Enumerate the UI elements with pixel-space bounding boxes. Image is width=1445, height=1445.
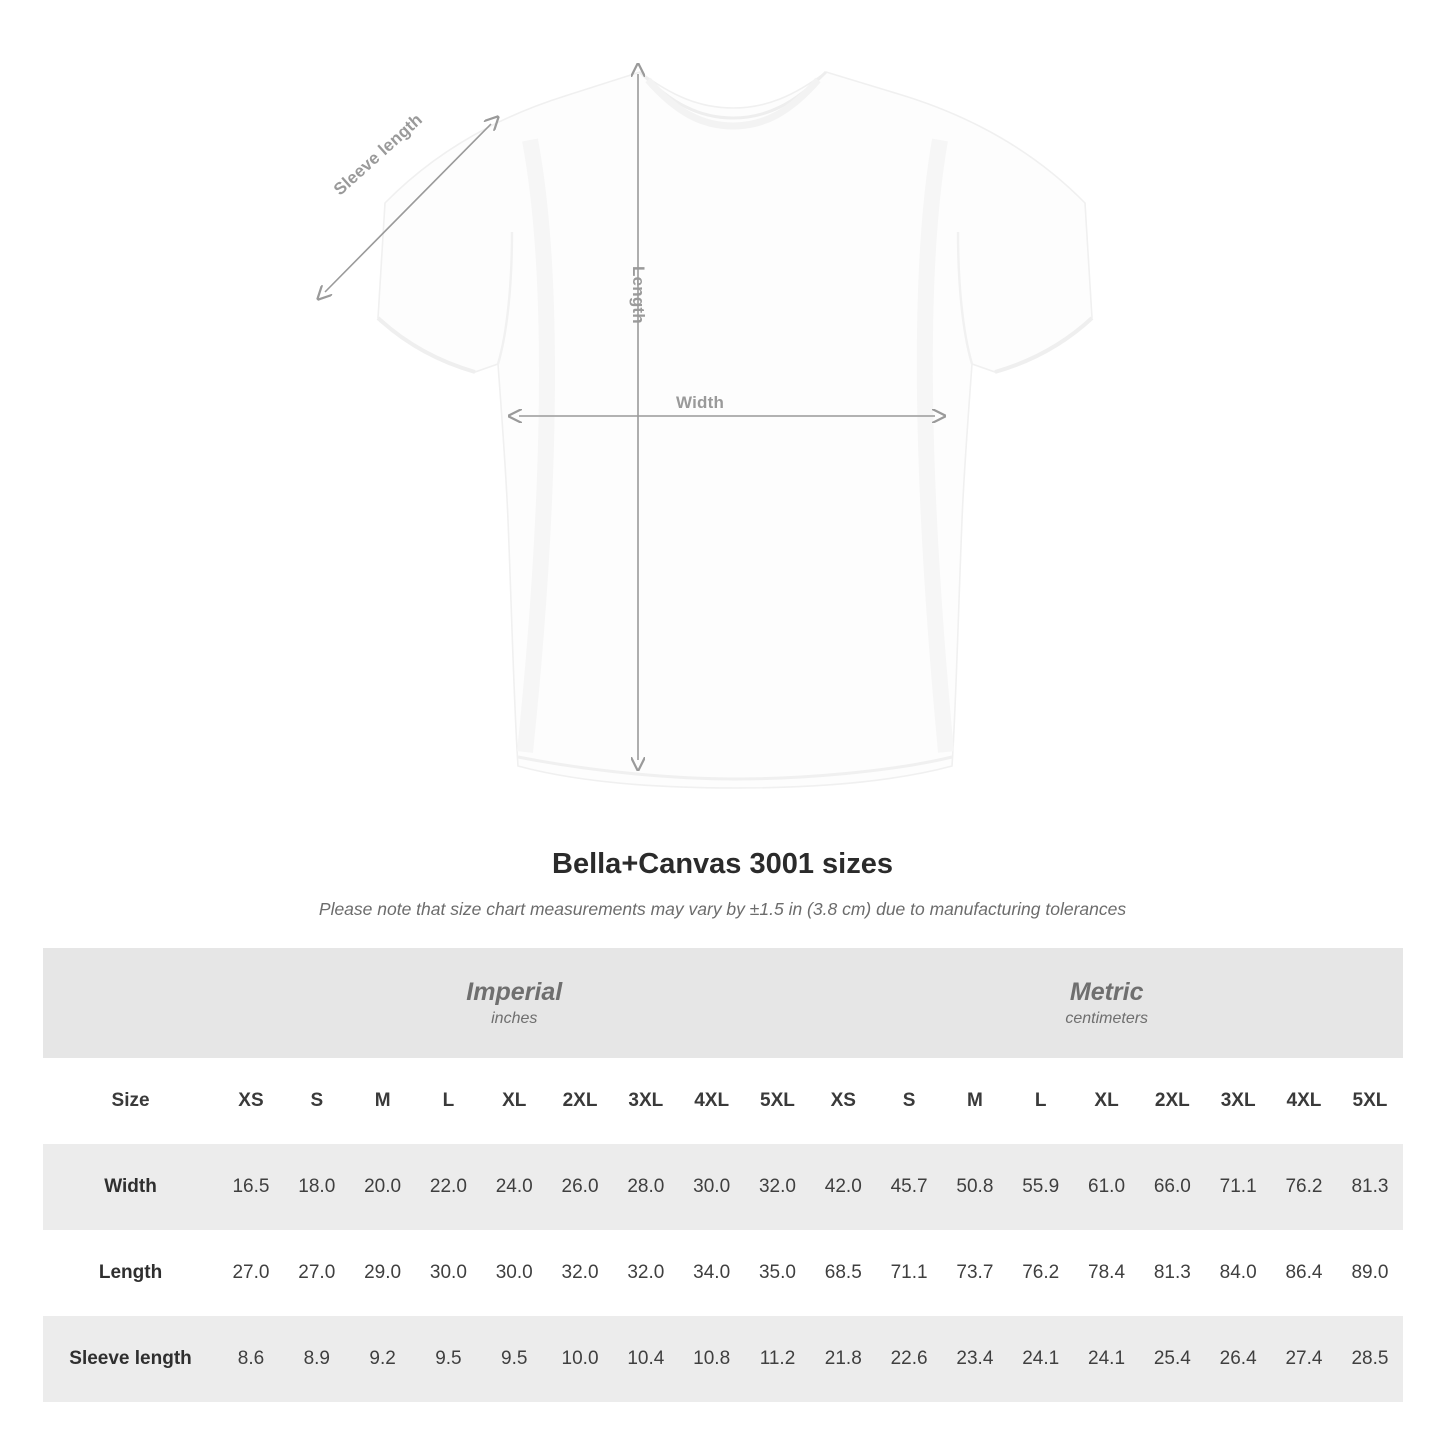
cell-width-metric-xl: 61.0: [1074, 1144, 1140, 1230]
cell-sleeve-metric-5xl: 28.5: [1337, 1316, 1403, 1402]
length-label: Length: [629, 266, 648, 324]
cell-length-imperial-xs: 27.0: [218, 1230, 284, 1316]
cell-length-imperial-4xl: 34.0: [679, 1230, 745, 1316]
cell-width-imperial-l: 22.0: [416, 1144, 482, 1230]
cell-sleeve-imperial-s: 8.9: [284, 1316, 350, 1402]
cell-length-metric-xs: 68.5: [810, 1230, 876, 1316]
row-label-width: Width: [43, 1144, 218, 1230]
cell-width-imperial-xl: 24.0: [481, 1144, 547, 1230]
size-table: [43, 948, 1403, 1402]
column-header-imperial-3xl: 3XL: [613, 1058, 679, 1144]
table-corner-cell: [43, 948, 218, 1058]
cell-length-metric-m: 73.7: [942, 1230, 1008, 1316]
column-header-metric-l: L: [1008, 1058, 1074, 1144]
unit-group-row: [43, 948, 1403, 1058]
column-header-metric-2xl: 2XL: [1139, 1058, 1205, 1144]
cell-width-metric-xs: 42.0: [810, 1144, 876, 1230]
column-header-metric-3xl: 3XL: [1205, 1058, 1271, 1144]
cell-length-imperial-3xl: 32.0: [613, 1230, 679, 1316]
cell-sleeve-imperial-2xl: 10.0: [547, 1316, 613, 1402]
column-header-imperial-4xl: 4XL: [679, 1058, 745, 1144]
cell-length-imperial-xl: 30.0: [481, 1230, 547, 1316]
cell-sleeve-metric-xl: 24.1: [1074, 1316, 1140, 1402]
cell-length-metric-5xl: 89.0: [1337, 1230, 1403, 1316]
unit-group-metric: [810, 948, 1403, 1058]
column-header-imperial-2xl: 2XL: [547, 1058, 613, 1144]
cell-width-imperial-xs: 16.5: [218, 1144, 284, 1230]
cell-sleeve-imperial-xs: 8.6: [218, 1316, 284, 1402]
cell-width-imperial-4xl: 30.0: [679, 1144, 745, 1230]
cell-length-imperial-l: 30.0: [416, 1230, 482, 1316]
cell-width-metric-3xl: 71.1: [1205, 1144, 1271, 1230]
tolerance-note: Please note that size chart measurements may vary by ±1.5 in (3.8 cm) due to manufacturing tolerances: [318, 899, 1127, 919]
cell-sleeve-imperial-5xl: 11.2: [745, 1316, 811, 1402]
column-header-imperial-xs: XS: [218, 1058, 284, 1144]
cell-width-metric-4xl: 76.2: [1271, 1144, 1337, 1230]
cell-width-imperial-s: 18.0: [284, 1144, 350, 1230]
cell-length-imperial-s: 27.0: [284, 1230, 350, 1316]
unit-group-imperial-sub: inches: [491, 1009, 538, 1027]
cell-length-metric-xl: 78.4: [1074, 1230, 1140, 1316]
cell-sleeve-imperial-4xl: 10.8: [679, 1316, 745, 1402]
cell-length-metric-4xl: 86.4: [1271, 1230, 1337, 1316]
column-header-metric-m: M: [942, 1058, 1008, 1144]
column-header-imperial-xl: XL: [481, 1058, 547, 1144]
width-label: Width: [676, 393, 725, 412]
cell-sleeve-metric-l: 24.1: [1008, 1316, 1074, 1402]
unit-group-metric-name: Metric: [1069, 978, 1144, 1007]
cell-sleeve-metric-xs: 21.8: [810, 1316, 876, 1402]
cell-sleeve-metric-4xl: 27.4: [1271, 1316, 1337, 1402]
cell-sleeve-metric-s: 22.6: [876, 1316, 942, 1402]
table-row: [43, 1230, 1403, 1316]
row-label-length: Length: [43, 1230, 218, 1316]
cell-sleeve-metric-2xl: 25.4: [1139, 1316, 1205, 1402]
cell-sleeve-imperial-m: 9.2: [350, 1316, 416, 1402]
column-header-metric-s: S: [876, 1058, 942, 1144]
cell-length-imperial-m: 29.0: [350, 1230, 416, 1316]
cell-length-metric-3xl: 84.0: [1205, 1230, 1271, 1316]
column-header-metric-4xl: 4XL: [1271, 1058, 1337, 1144]
column-header-imperial-l: L: [416, 1058, 482, 1144]
column-header-imperial-s: S: [284, 1058, 350, 1144]
column-header-size: Size: [43, 1058, 218, 1144]
table-row: [43, 1144, 1403, 1230]
cell-width-metric-5xl: 81.3: [1337, 1144, 1403, 1230]
column-header-imperial-m: M: [350, 1058, 416, 1144]
cell-length-imperial-5xl: 35.0: [745, 1230, 811, 1316]
column-header-imperial-5xl: 5XL: [745, 1058, 811, 1144]
sleeve-length-label: Sleeve length: [330, 109, 427, 200]
cell-length-metric-s: 71.1: [876, 1230, 942, 1316]
cell-sleeve-metric-m: 23.4: [942, 1316, 1008, 1402]
cell-width-metric-m: 50.8: [942, 1144, 1008, 1230]
table-header-row: [43, 1058, 1403, 1144]
unit-group-imperial-name: Imperial: [466, 978, 563, 1007]
table-row: [43, 1316, 1403, 1402]
unit-group-imperial: [218, 948, 810, 1058]
size-table-wrapper: [43, 948, 1403, 1402]
cell-width-metric-2xl: 66.0: [1139, 1144, 1205, 1230]
cell-sleeve-metric-3xl: 26.4: [1205, 1316, 1271, 1402]
cell-sleeve-imperial-xl: 9.5: [481, 1316, 547, 1402]
page-title: Bella+Canvas 3001 sizes: [552, 848, 893, 880]
row-label-sleeve-length: Sleeve length: [43, 1316, 218, 1402]
cell-width-imperial-2xl: 26.0: [547, 1144, 613, 1230]
cell-width-imperial-3xl: 28.0: [613, 1144, 679, 1230]
column-header-metric-5xl: 5XL: [1337, 1058, 1403, 1144]
cell-width-metric-l: 55.9: [1008, 1144, 1074, 1230]
shirt-shape: [378, 72, 1092, 788]
cell-length-metric-l: 76.2: [1008, 1230, 1074, 1316]
cell-width-imperial-5xl: 32.0: [745, 1144, 811, 1230]
column-header-metric-xl: XL: [1074, 1058, 1140, 1144]
cell-sleeve-imperial-3xl: 10.4: [613, 1316, 679, 1402]
cell-sleeve-imperial-l: 9.5: [416, 1316, 482, 1402]
cell-length-metric-2xl: 81.3: [1139, 1230, 1205, 1316]
title-block: [0, 848, 1445, 920]
cell-width-metric-s: 45.7: [876, 1144, 942, 1230]
unit-group-metric-sub: centimeters: [1065, 1009, 1149, 1027]
cell-length-imperial-2xl: 32.0: [547, 1230, 613, 1316]
cell-width-imperial-m: 20.0: [350, 1144, 416, 1230]
column-header-metric-xs: XS: [810, 1058, 876, 1144]
